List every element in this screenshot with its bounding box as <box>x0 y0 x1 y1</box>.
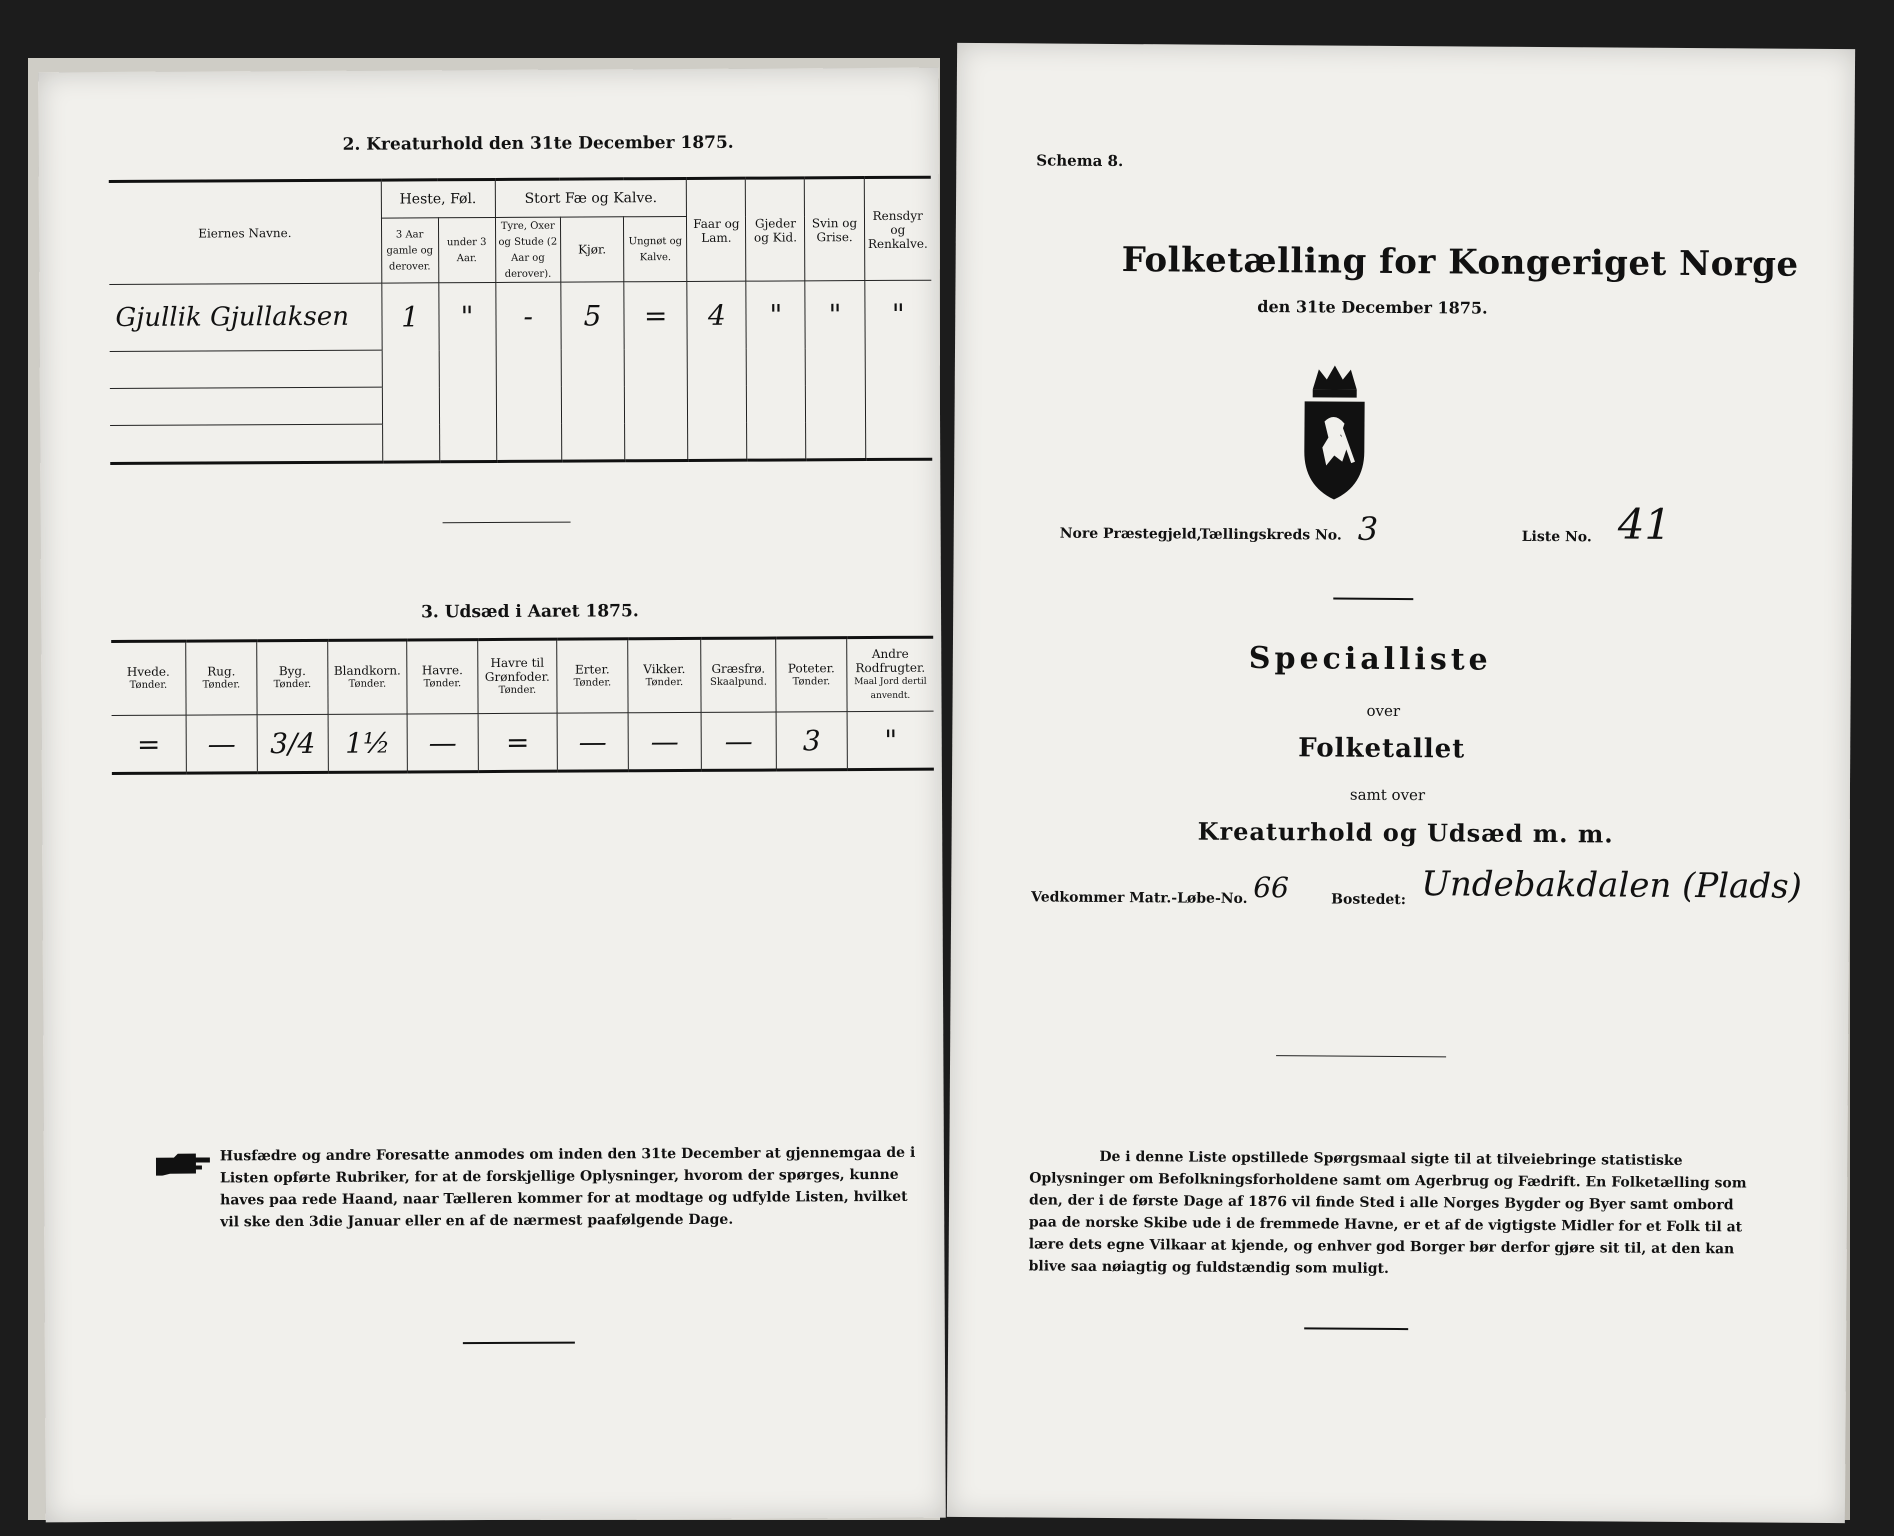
census-date: den 31te December 1875. <box>1257 296 1488 318</box>
divider <box>463 1342 575 1345</box>
divider <box>443 522 571 524</box>
col-reindeer: Rensdyr og Renkalve. <box>867 208 928 251</box>
schema-label: Schema 8. <box>1036 151 1124 171</box>
seed-col-wheat: Hvede. <box>126 664 170 679</box>
col-cows: Kjør. <box>578 242 607 257</box>
matr-number: 66 <box>1253 870 1290 905</box>
divider <box>1333 598 1413 601</box>
seed-value-grass: — <box>701 712 776 770</box>
seed-value-oats-fodder: = <box>478 713 557 771</box>
seed-value-peas: — <box>557 713 628 771</box>
col-pigs: Svin og Grise. <box>811 215 858 244</box>
table-row <box>112 711 934 773</box>
seed-unit: Skaalpund. <box>709 676 767 688</box>
value-bulls: - <box>495 282 561 349</box>
divider <box>1304 1327 1408 1330</box>
seed-col-barley: Byg. <box>278 663 306 679</box>
group-horses: Heste, Føl. <box>399 191 477 208</box>
seed-title: 3. Udsæd i Aaret 1875. <box>420 601 639 623</box>
value-pigs: " <box>805 281 864 348</box>
list-number: 41 <box>1617 499 1672 549</box>
table-row <box>110 347 932 388</box>
over-label: over <box>1366 701 1401 720</box>
seed-value-rye: — <box>186 715 257 773</box>
col-horses-3yr: 3 Aar gamle og derover. <box>386 229 434 273</box>
col-calves: Ungnøt og Kalve. <box>628 235 683 264</box>
seed-table <box>111 636 934 775</box>
seed-value-oats: — <box>407 714 478 772</box>
livestock-title: 2. Kreaturhold den 31te December 1875. <box>342 132 734 155</box>
seed-unit: Tønder. <box>129 679 168 691</box>
col-bulls: Tyre, Oxer og Stude (2 Aar og derover). <box>498 220 558 280</box>
seed-unit: Tønder. <box>573 677 612 689</box>
seed-unit: Tønder. <box>498 684 537 696</box>
table-row <box>110 384 932 425</box>
owner-name: Gjullik Gjullaksen <box>109 283 381 351</box>
value-calves: = <box>624 281 688 348</box>
table-row <box>110 421 932 463</box>
seed-col-oats-fodder: Havre til Grønfoder. <box>484 655 550 685</box>
group-cattle: Stort Fæ og Kalve. <box>524 190 658 207</box>
owner-header: Eiernes Navne. <box>198 225 292 241</box>
value-horses-under3: " <box>438 282 495 349</box>
seed-col-vetch: Vikker. <box>643 661 686 677</box>
seed-unit: Tønder. <box>645 676 684 689</box>
bosted-value: Undebakdalen (Plads) <box>1421 864 1803 907</box>
footer-text: De i denne Liste opstillede Spørgsmaal sigte til at tilveiebringe statistiske Oplysninger om Befolkningsforholdene samt om Agerbrug og Fædrift. En Folketælling som den, der i de første Dage af 1876 vil finde Sted i alle Norges Bygder og Byer samt ombord paa de norske Skibe ude i de fremmede Havne, er et af de vigtigste Midler for et Folk til at lære dets egne Vilkaar at kjende, og enhver god Borger bør derfor gjøre sit til, at den kan blive saa nøiagtig og fuldstændig som muligt. <box>1028 1148 1747 1277</box>
coat-of-arms <box>1294 361 1375 506</box>
samt-over-label: samt over <box>1349 785 1426 805</box>
parish-label: Nore Præstegjeld, <box>1059 525 1202 543</box>
col-goats: Gjeder og Kid. <box>753 215 798 245</box>
table-row <box>109 280 931 351</box>
value-cows: 5 <box>561 282 625 349</box>
col-sheep: Faar og Lam. <box>693 216 740 245</box>
specialliste-heading: Specialliste <box>1248 640 1492 678</box>
seed-value-potatoes: 3 <box>776 712 847 770</box>
left-page <box>38 68 946 1523</box>
seed-col-roots: Andre Rodfrugter. <box>855 646 926 676</box>
seed-value-wheat: = <box>112 715 187 773</box>
seed-unit: Tønder. <box>792 676 831 688</box>
pointing-hand-icon <box>156 1153 212 1179</box>
seed-unit: Tønder. <box>348 678 387 690</box>
main-title: Folketælling for Kongeriget Norge <box>1121 240 1799 285</box>
right-page <box>947 43 1855 1523</box>
seed-col-peas: Erter. <box>574 662 610 677</box>
seed-col-grass: Græsfrø. <box>711 661 766 676</box>
bosted-label: Bostedet: <box>1331 891 1407 909</box>
seed-value-vetch: — <box>628 712 701 770</box>
seed-unit: Tønder. <box>273 678 312 691</box>
value-goats: " <box>746 281 805 348</box>
seed-value-barley: 3/4 <box>257 714 328 772</box>
notice-text: Husfædre og andre Foresatte anmodes om inden den 31te December at gjennemgaa de i Listen opførte Rubriker, for at de forskjellige Oplysninger, hvorom der spørges, kunne haves paa rede Haand, naar Tælleren kommer for at modtage og udfylde Listen, hvilket vil ske den 3die Januar eller en af de nærmest paafølgende Dage. <box>219 1144 916 1231</box>
seed-col-rye: Rug. <box>207 664 236 679</box>
seed-unit: Maal Jord dertil anvendt. <box>854 676 927 702</box>
livestock-table <box>109 176 932 465</box>
circuit-number: 3 <box>1357 509 1379 548</box>
seed-unit: Tønder. <box>202 679 241 691</box>
seed-value-roots: " <box>847 711 934 769</box>
divider <box>1276 1055 1446 1057</box>
seed-col-oats: Havre. <box>421 663 463 678</box>
col-horses-under3: under 3 Aar. <box>446 237 487 265</box>
list-label: Liste No. <box>1521 528 1592 546</box>
value-reindeer: " <box>864 280 931 347</box>
matr-label: Vedkommer Matr.-Løbe-No. <box>1031 889 1248 907</box>
seed-col-potatoes: Poteter. <box>787 661 835 676</box>
seed-col-mixed: Blandkorn. <box>333 663 401 678</box>
value-sheep: 4 <box>687 281 746 348</box>
kreaturhold-heading: Kreaturhold og Udsæd m. m. <box>1197 816 1614 849</box>
circuit-label: Tællingskreds No. <box>1199 526 1342 544</box>
value-horses-3yr: 1 <box>381 283 438 350</box>
seed-value-mixed: 1½ <box>328 714 407 772</box>
folketallet-heading: Folketallet <box>1298 733 1466 765</box>
seed-unit: Tønder. <box>423 678 462 690</box>
